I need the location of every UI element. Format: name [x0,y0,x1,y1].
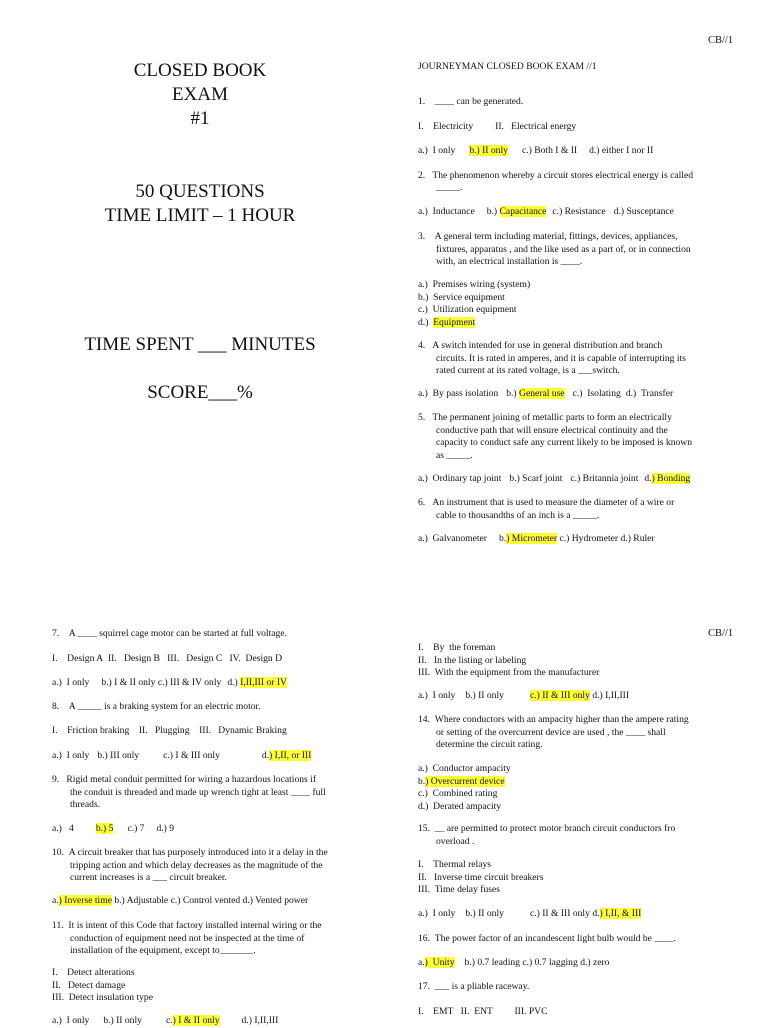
question-line: 6. An instrument that is used to measure the diameter of a wire or [418,497,675,508]
question-line: capacity to conduct safe any current likely to be imposed is known [436,437,693,448]
page-code-top: CB//1 [708,35,734,46]
q2-answers [418,206,674,219]
answer-a: a.) Ordinary tap joint [418,473,502,484]
option: II. Electrical energy [495,121,577,132]
answer-c: c.) Utilization equipment [418,304,517,315]
q11-answers [52,1015,278,1028]
answer-c: c.) I & III only [163,750,220,761]
answer-a: a.) I only [52,677,90,688]
question-line: installation of the equipment, except to_______. [70,945,256,956]
answer-c: c.) Britannia joint [570,473,639,484]
question-16: 16. The power factor of an incandescent light bulb would be ____. [418,933,676,944]
answer-b: b.) I & II only [101,677,156,688]
question-1: 1. ____ can be generated. [418,96,524,107]
cover-title-line: #1 [190,108,210,129]
answer-a: a.) Galvanometer [418,533,487,544]
answer-c-highlight: c.) II & III only [529,690,590,701]
answer-a: a.) Conductor ampacity [418,763,511,774]
answer-b: b.) [506,388,517,399]
answer-d: d.) Transfer [625,388,674,399]
answer-d: d. [644,473,652,484]
question-8: 8. A _____ is a braking system for an electric motor. [52,701,261,712]
answer-a-highlight: ) Inverse time [58,895,112,906]
answer-c: c.) Isolating [572,388,621,399]
q10-answers [52,895,308,908]
option: II. In the listing or labeling [418,654,527,666]
question-14 [418,714,689,752]
q16-answers [418,957,609,970]
answer-b-highlight: ) Micrometer [506,533,558,544]
option: I. Thermal relays [418,859,491,870]
answer-b: b.) [486,206,498,217]
answer-c: c.) II & III only [529,908,590,919]
question-line: 15. __ are permitted to protect motor branch circuit conductors fro [418,823,676,834]
question-line: circuits. It is rated in amperes, and it is capable of interrupting its [436,352,686,364]
answer-a: a.) I only [418,690,456,701]
question-line: 5. The permanent joining of metallic parts to form an electrically [418,412,672,423]
q15-answers [418,908,641,921]
question-11 [52,920,322,958]
question-line: conduction of equipment need not be inspected at the time of [70,932,305,944]
answer-a: a. [52,895,59,906]
option: III. Time delay fuses [418,884,500,895]
question-line: current increases is a ___ circuit breaker. [70,872,227,883]
question-line: 4. A switch intended for use in general distribution and branch [418,340,663,351]
question-line: determine the circuit rating. [436,739,543,750]
answer-d: d.) I,II,III [592,690,630,701]
answer-a: a.) Inductance [418,206,475,217]
q1-answers [418,145,653,158]
question-line: as _____. [436,449,473,461]
q5-answers [418,473,690,486]
answer-b: b. [418,775,426,787]
question-line: overload . [436,835,475,847]
answer-b: b.) Scarf joint [509,473,563,484]
answer-b: b. [499,533,507,544]
question-line: conductive path that will ensure electrical continuity and the [436,424,668,436]
answer-a: a.) By pass isolation [418,388,499,399]
q7-options: I. Design A II. Design B III. Design C IV. Design D [52,653,283,664]
question-line: 3. A general term including material, fittings, devices, appliances, [418,231,678,242]
answer-b: b.) II only [465,690,504,701]
cover-title [60,59,340,131]
answer-c: c.) 7 [127,823,145,834]
answer-c: c.) Combined rating [418,788,498,799]
answer-b-highlight: Capacitance [499,206,547,217]
cover-score: SCORE___% [147,382,253,403]
option: I. Electricity [418,121,474,132]
answer-d: d.) Susceptance [613,206,674,217]
answer-b: b.) 0.7 leading [464,957,520,968]
answer-d: d.) [227,677,238,688]
answer-c-highlight: ) I & II only [172,1015,220,1026]
question-9 [52,774,326,812]
answer-d: d.) Vented power [242,895,309,906]
answer-d: d.) zero [580,957,610,968]
option: I. Detect alterations [52,967,135,978]
option: III. With the equipment from the manufacturer [418,667,600,678]
cover-title-line: CLOSED BOOK [133,60,267,81]
question-line: 11. It is intent of this Code that factory installed internal wiring or the [52,920,322,931]
q7-answers [52,677,287,690]
answer-d-highlight: ) Bonding [651,473,691,484]
q9-answers [52,823,174,836]
answer-d-highlight: ) I,II, & III [599,908,642,919]
answer-c: c.) Both I & II [521,145,578,156]
option: II. Detect damage [52,979,126,991]
answer-d-highlight: Equipment [433,316,476,328]
answer-d: d.) [418,316,429,328]
question-4 [418,340,686,378]
answer-b-highlight: b.) 5 [95,823,114,834]
exam-title: JOURNEYMAN CLOSED BOOK EXAM //1 [418,61,597,72]
option: III. Detect insulation type [52,992,153,1003]
answer-b: b.) II only [103,1015,142,1026]
answer-b-highlight: General use [519,388,565,399]
answer-d: d.) either I nor II [589,145,654,156]
answer-a: a.) Premises wiring (system) [418,279,531,290]
q3-answers [418,279,530,329]
option: I. By the foreman [418,642,496,653]
question-line: or setting of the overcurrent device are used , the ____ shall [436,726,666,738]
answer-c: c. [165,1015,173,1026]
answer-a: a.) I only [52,750,90,761]
q1-options [418,121,576,134]
cover-time-limit: TIME LIMIT – 1 HOUR [104,205,296,226]
answer-d: d.) I,II,III [241,1015,279,1026]
question-7: 7. A ____ squirrel cage motor can be started at full voltage. [52,628,287,639]
q8-options: I. Friction braking II. Plugging III. Dynamic Braking [52,725,287,736]
option: II. Inverse time circuit breakers [418,871,544,883]
answer-a: a.) I only [418,908,456,919]
answer-b: b.) Adjustable [114,895,169,906]
cover-title-line: EXAM [172,84,228,105]
q17-options: I. EMT II. ENT III. PVC [418,1006,548,1017]
page-code-bottom: CB//1 [708,628,734,639]
answer-a: a. [418,957,425,968]
question-line: 14. Where conductors with an ampacity higher than the ampere rating [418,714,689,725]
answer-c: c.) Hydrometer d.) Ruler [559,533,655,544]
question-15 [418,823,675,848]
cover-questions: 50 QUESTIONS [135,181,265,202]
answer-a: a.) I only [418,145,456,156]
q8-answers [52,750,311,763]
q15-options [418,859,543,897]
answer-b-highlight: b.) II only [469,145,508,156]
answer-c: c.) Control vented [170,895,241,906]
answer-c: c.) III & IV only [157,677,222,688]
question-10 [52,847,328,885]
question-5 [418,412,692,462]
question-17: 17. ___ is a pliable raceway. [418,981,530,992]
answer-a: a.) 4 [52,823,74,834]
answer-c: c.) 0.7 lagging [522,957,578,968]
answer-d-highlight: ) I,II, or III [269,750,312,761]
answer-a: a.) I only [52,1015,90,1026]
answer-d: d.) Derated ampacity [418,800,502,812]
cover-time-spent: TIME SPENT ___ MINUTES [84,334,316,355]
q14-answers [418,763,511,813]
question-6 [418,497,674,522]
answer-d-highlight: I,II,III or IV [240,677,287,688]
q6-answers [418,533,655,546]
question-2-line: _____. [436,182,463,193]
question-line: threads. [70,799,101,810]
question-line: 10. A circuit breaker that has purposely introduced into it a delay in the [52,847,328,858]
q12-options [418,642,599,680]
question-line: cable to thousandths of an inch is a _____. [436,509,600,521]
answer-c: c.) Resistance [552,206,606,217]
question-line: the conduit is threaded and made up wrench tight at least ____ full [70,786,326,798]
question-line: 9. Rigid metal conduit permitted for wiring a hazardous locations if [52,774,317,785]
question-line: tripping action and which delay decreases as the magnitude of the [70,859,323,871]
question-3 [418,231,691,269]
answer-b-highlight: ) Overcurrent device [425,775,505,787]
answer-d: d. [261,750,270,761]
q4-answers [418,388,673,401]
answer-b: b.) III only [97,750,140,761]
q12-answers [418,690,629,703]
question-line: rated current at its rated voltage, is a ___switch. [436,365,620,376]
answer-d: d.) 9 [156,823,175,834]
answer-a-highlight: ) Unity [424,957,455,968]
question-line: fixtures, apparatus , and the like used as a part of, or in connection [436,243,691,255]
q11-options [52,967,153,1005]
answer-d: d. [592,908,600,919]
question-line: with, an electrical installation is ____. [436,256,583,267]
answer-b: b.) II only [465,908,504,919]
question-2: 2. The phenomenon whereby a circuit stores electrical energy is called [418,170,694,181]
answer-b: b.) Service equipment [418,291,505,303]
